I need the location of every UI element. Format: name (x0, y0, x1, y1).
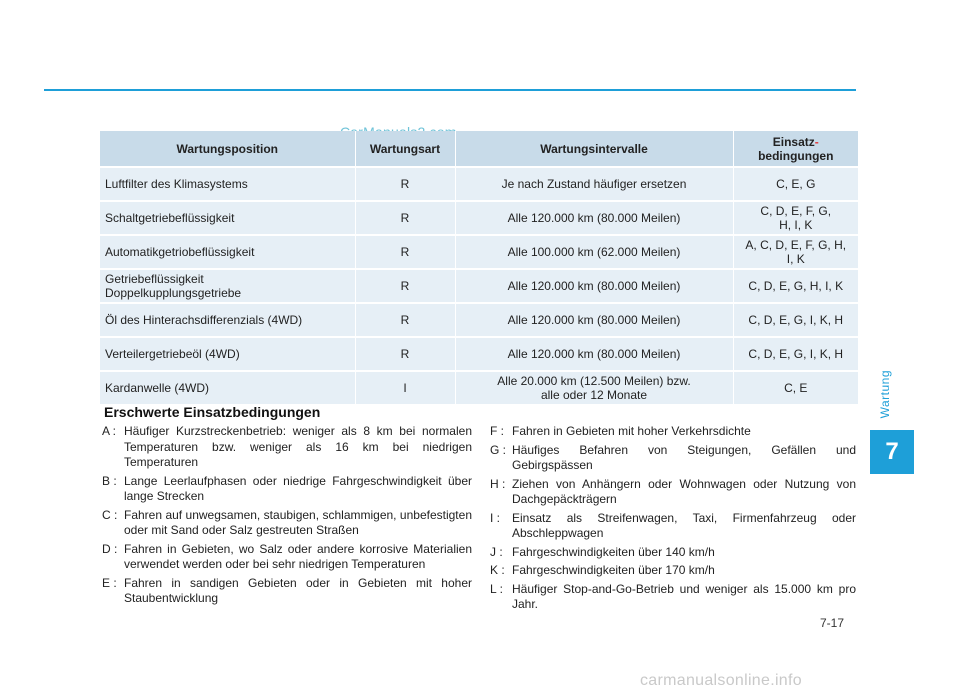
conditions-list-left (102, 424, 472, 610)
cell-position: Kardanwelle (4WD) (100, 371, 355, 404)
condition-text: Ziehen von Anhängern oder Wohnwagen oder Nutzung von Dachgepäckträgern (512, 476, 856, 506)
cell-position: Luftfilter des Klimasystems (100, 167, 355, 201)
cell-conditions (733, 235, 858, 269)
cell-type: I (355, 371, 455, 404)
cell-conditions-line1: A, C, D, E, F, G, H, (745, 238, 847, 252)
cell-conditions: C, D, E, G, H, I, K (733, 269, 858, 303)
cell-conditions: C, E (733, 371, 858, 404)
condition-letter: L : (490, 581, 503, 596)
condition-text: Fahren in Gebieten, wo Salz oder andere korrosive Materialien verwendet werden oder bei sehr niedrigen Temperaturen (124, 541, 472, 571)
section-title: Erschwerte Einsatzbedingungen (104, 404, 321, 420)
cell-position (100, 269, 355, 303)
table-row (100, 337, 858, 371)
header-conditions-dash: - (814, 134, 819, 149)
cell-interval: Je nach Zustand häufiger ersetzen (455, 167, 733, 201)
cell-interval: Alle 120.000 km (80.000 Meilen) (455, 303, 733, 337)
cell-position: Öl des Hinterachsdifferenzials (4WD) (100, 303, 355, 337)
condition-letter: K : (490, 563, 505, 577)
cell-position-line1: Getriebeflüssigkeit (105, 272, 204, 286)
cell-position-line2: Doppelkupplungsgetriebe (105, 286, 242, 300)
cell-conditions: C, D, E, G, I, K, H (733, 303, 858, 337)
condition-letter: E : (102, 575, 117, 590)
cell-conditions-line1: C, D, E, F, G, (760, 204, 832, 218)
cell-interval-line1: Alle 20.000 km (12.500 Meilen) bzw. (497, 374, 691, 388)
top-divider-line (44, 89, 856, 91)
condition-letter: H : (490, 476, 506, 491)
chapter-side-label: Wartung (878, 370, 892, 419)
condition-item (490, 511, 856, 542)
condition-item (490, 477, 856, 508)
cell-interval: Alle 120.000 km (80.000 Meilen) (455, 337, 733, 371)
cell-type: R (355, 201, 455, 235)
condition-letter: B : (102, 473, 117, 488)
condition-text: Einsatz als Streifenwagen, Taxi, Firmenfahrzeug oder Abschleppwagen (512, 510, 856, 540)
table-row (100, 303, 858, 337)
cell-type: R (355, 167, 455, 201)
condition-text: Fahrgeschwindigkeiten über 140 km/h (512, 544, 715, 559)
condition-letter: G : (490, 442, 507, 457)
condition-letter: I : (490, 510, 501, 525)
cell-interval-line2: alle oder 12 Monate (540, 388, 648, 402)
header-conditions-part2: bedingungen (758, 148, 834, 163)
condition-text: Fahren auf unwegsamen, staubigen, schlammigen, unbefestigten oder mit Sand oder Salz gestreuten Straßen (124, 507, 472, 537)
table-row (100, 167, 858, 201)
cell-interval: Alle 100.000 km (62.000 Meilen) (455, 235, 733, 269)
cell-conditions: C, E, G (733, 167, 858, 201)
table-row (100, 269, 858, 303)
table-header-row (100, 131, 858, 167)
watermark-bottom: carmanualsonline.info (640, 672, 802, 689)
condition-item (102, 576, 472, 607)
cell-position: Schaltgetriebeflüssigkeit (100, 201, 355, 235)
condition-letter: J : (490, 544, 503, 559)
conditions-list-right (490, 424, 856, 616)
table-row (100, 201, 858, 235)
cell-type: R (355, 235, 455, 269)
cell-type: R (355, 337, 455, 371)
page-number: 7-17 (820, 616, 845, 630)
chapter-number-tab: 7 (870, 430, 914, 474)
condition-letter: A : (102, 424, 117, 438)
header-type: Wartungsart (355, 131, 455, 167)
condition-text: Häufiger Stop-and-Go-Betrieb und weniger als 15.000 km pro Jahr. (512, 581, 856, 611)
condition-item (490, 563, 856, 579)
header-interval: Wartungsintervalle (455, 131, 733, 167)
condition-item (102, 474, 472, 505)
condition-text: Häufiger Kurzstreckenbetrieb: weniger als 8 km bei normalen Temperaturen bzw. weniger als 16 km bei niedrigen Temperaturen (124, 424, 472, 469)
cell-interval: Alle 120.000 km (80.000 Meilen) (455, 201, 733, 235)
condition-text: Fahren in Gebieten mit hoher Verkehrsdichte (512, 424, 751, 438)
maintenance-table (100, 131, 858, 404)
cell-conditions (733, 201, 858, 235)
cell-conditions: C, D, E, G, I, K, H (733, 337, 858, 371)
cell-interval (455, 371, 733, 404)
condition-item (102, 508, 472, 539)
cell-conditions-line2: I, K (786, 252, 805, 266)
header-conditions (733, 131, 858, 167)
cell-type: R (355, 269, 455, 303)
cell-interval: Alle 120.000 km (80.000 Meilen) (455, 269, 733, 303)
condition-item (102, 424, 472, 471)
condition-item (102, 542, 472, 573)
cell-conditions-line2: H, I, K (779, 218, 813, 232)
table-row (100, 371, 858, 404)
condition-item (490, 424, 856, 440)
condition-text: Lange Leerlaufphasen oder niedrige Fahrgeschwindigkeit über lange Strecken (124, 473, 472, 503)
cell-type: R (355, 303, 455, 337)
condition-letter: C : (102, 507, 118, 522)
condition-letter: F : (490, 424, 504, 438)
condition-letter: D : (102, 541, 118, 556)
header-position: Wartungsposition (100, 131, 355, 167)
header-conditions-part1: Einsatz (772, 134, 815, 149)
condition-item (490, 545, 856, 561)
condition-text: Fahren in sandigen Gebieten oder in Gebieten mit hoher Staubentwicklung (124, 575, 472, 605)
condition-item (490, 443, 856, 474)
condition-text: Häufiges Befahren von Steigungen, Gefällen und Gebirgspässen (512, 442, 856, 472)
cell-position: Automatikgetriobeflüssigkeit (100, 235, 355, 269)
cell-position: Verteilergetriebeöl (4WD) (100, 337, 355, 371)
condition-item (490, 582, 856, 613)
table-row (100, 235, 858, 269)
condition-text: Fahrgeschwindigkeiten über 170 km/h (512, 563, 715, 577)
